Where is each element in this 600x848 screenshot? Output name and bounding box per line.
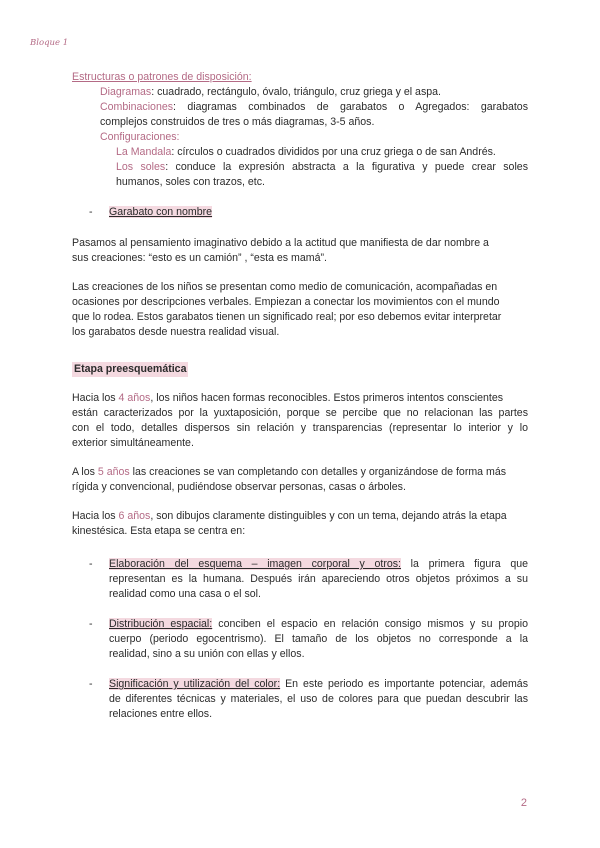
combinaciones-line [100,100,528,130]
p3-pre: Hacia los [72,392,119,404]
p3-line-2: están caracterizados por la yuxtaposición, porque se percibe que no relacionan las partes [72,407,528,419]
p5-line-2: kinestésica. Esta etapa se centra en: [72,525,246,537]
combinaciones-text-2: complejos construidos de tres o más diagramas, 3-5 años. [100,116,375,128]
p4-line-2: rígida y convencional, pudiéndose observar personas, casas o árboles. [72,481,406,493]
p1-line-1: Pasamos al pensamiento imaginativo debido a la actitud que manifiesta de dar nombre a [72,237,489,249]
list-item [72,617,528,662]
p5-pre: Hacia los [72,510,119,522]
section-heading [72,362,528,377]
paragraph-4 [72,465,528,495]
paragraph-3 [72,391,528,451]
p4-rest: las creaciones se van completando con detalles y organizándose de forma más [129,466,507,478]
p5-age: 6 años [118,510,151,522]
list-line-3: realidad como una casa o el sol. [109,588,261,600]
soles-term: Los soles [116,161,166,173]
list-term: Significación y utilización del color: [109,678,281,690]
combinaciones-term: Combinaciones [100,101,174,113]
garabato-nombre-item [72,205,528,220]
list-line-2: representan es la humana. Después irán apareciendo otros objetos próximos a su [109,573,528,585]
p2-line-2: ocasiones por descripciones verbales. Empiezan a conectar los movimientos con el mundo [72,296,500,308]
paragraph-5 [72,509,528,539]
paragraph-2 [72,280,528,340]
list-line-1: En este periodo es importante potenciar, además [280,678,528,690]
mandala-line [116,145,528,160]
p3-line-3: con el todo, detalles dispersos sin relación y transparencias (representar lo interior y lo [72,422,528,434]
p2-line-1: Las creaciones de los niños se presentan como medio de comunicación, acompañadas en [72,281,498,293]
soles-text-2: humanos, soles con trazos, etc. [116,176,265,188]
p2-line-4: los garabatos desde nuestra realidad visual. [72,326,280,338]
p3-rest: , los niños hacen formas reconocibles. Estos primeros intentos conscientes [150,392,504,404]
list-term: Elaboración del esquema – imagen corporal y otros: [109,558,402,570]
list-item [72,677,528,722]
mandala-term: La Mandala [116,146,172,158]
page-header: Bloque 1 [30,38,69,48]
list-line-3: realidad, sino a su unión con ellas y ellos. [109,648,305,660]
list-dash: - [89,618,93,630]
paragraph-1 [72,236,528,266]
p4-age: 5 años [97,466,130,478]
configuraciones-term: Configuraciones: [100,131,180,143]
list-dash: - [89,678,93,690]
list-line-1: conciben el espacio en relación consigo mismos y su propio [212,618,528,630]
p2-line-3: que lo rodea. Estos garabatos tienen un significado real; por eso debemos evitar interpretar [72,311,502,323]
list-dash: - [89,558,93,570]
p4-pre: A los [72,466,98,478]
list-line-2: de diferentes técnicas y materiales, el uso de colores para que puedan descubrir las [109,693,528,705]
soles-line [116,160,528,190]
list-line-2: cuerpo (periodo egocentrismo). El tamaño de los objetos no corresponde a la [109,633,528,645]
diagramas-line [100,85,528,100]
list-line-3: relaciones entre ellos. [109,708,213,720]
diagramas-term: Diagramas [100,86,152,98]
list-term: Distribución espacial: [109,618,213,630]
section-title: Etapa preesquemática [74,363,187,375]
garabato-nombre-label: Garabato con nombre [109,206,213,218]
mandala-text: : círculos o cuadrados divididos por una cruz griega o de san Andrés. [171,146,496,158]
diagramas-text: : cuadrado, rectángulo, óvalo, triángulo, cruz griega y el aspa. [151,86,441,98]
combinaciones-text-1: : diagramas combinados de garabatos o Agregados: garabatos [173,101,528,113]
p3-age: 4 años [118,392,151,404]
estructuras-title: Estructuras o patrones de disposición: [72,71,252,83]
page-number: 2 [520,797,527,809]
p3-line-4: exterior simultáneamente. [72,437,194,449]
estructuras-block [72,70,528,190]
list-item [72,557,528,602]
soles-text-1: : conduce la expresión abstracta a la figurativa y puede crear soles [165,161,528,173]
list-dash: - [89,206,93,218]
p5-rest: , son dibujos claramente distinguibles y con un tema, dejando atrás la etapa [150,510,507,522]
document-body [72,70,528,722]
list-line-1: la primera figura que [401,558,528,570]
p1-line-2: sus creaciones: “esto es un camión” , “esta es mamá”. [72,252,327,264]
